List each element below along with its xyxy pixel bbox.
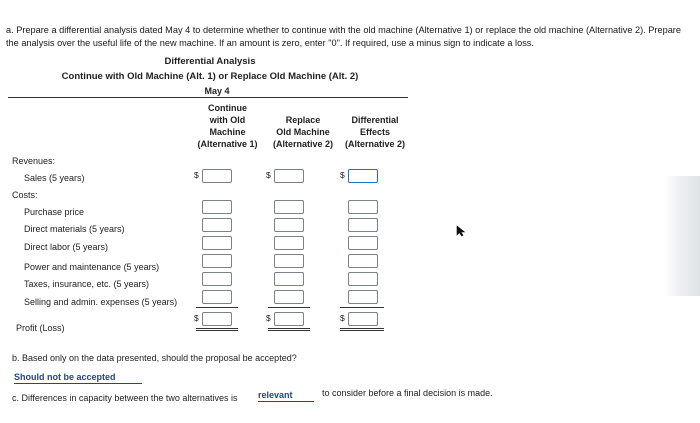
currency-sign-alt1-profit: $ — [194, 313, 199, 323]
analysis-title: Differential Analysis — [164, 56, 256, 67]
profit-label: Profit (Loss) — [16, 323, 65, 333]
selling-admin-alt1-input[interactable] — [202, 290, 232, 304]
part-b-question: b. Based only on the data presented, should the proposal be accepted? — [12, 353, 297, 363]
currency-sign-diff-profit: $ — [340, 313, 345, 323]
direct-labor-alt1-input[interactable] — [202, 236, 232, 250]
purchase-price-alt2-input[interactable] — [274, 200, 304, 214]
currency-sign-alt1-sales: $ — [194, 170, 199, 180]
cost-item-direct-labor: Direct labor (5 years) — [24, 242, 109, 252]
cost-item-selling-admin: Selling and admin. expenses (5 years) — [24, 297, 178, 307]
instructions-text: a. Prepare a differential analysis dated May 4 to determine whether to continue with the old machine (Alternative 1) or replace the old machine (Alternative 2). Prepare the analysis over the useful life of the new machine. If an amount is zero, enter "0". If required, use a minus sign to indicate a loss. — [6, 25, 681, 48]
column-header-diff: Differential Effects (Alternative 2) — [344, 115, 406, 149]
currency-sign-diff-sales: $ — [340, 170, 345, 180]
cost-item-purchase-price: Purchase price — [24, 207, 85, 217]
total-double-rule-diff — [340, 328, 384, 331]
column-header-alt2: Replace Old Machine (Alternative 2) — [272, 115, 334, 149]
power-maintenance-diff-input[interactable] — [348, 254, 378, 268]
header-rule — [8, 97, 408, 98]
mouse-cursor-icon — [456, 225, 466, 237]
direct-materials-diff-input[interactable] — [348, 218, 378, 232]
part-c-answer-dropdown[interactable]: relevant — [258, 390, 314, 402]
part-b-answer-dropdown[interactable]: Should not be accepted — [14, 372, 142, 384]
purchase-price-diff-input[interactable] — [348, 200, 378, 214]
revenues-label: Revenues: — [12, 156, 56, 166]
taxes-insurance-alt1-input[interactable] — [202, 272, 232, 286]
power-maintenance-alt1-input[interactable] — [202, 254, 232, 268]
direct-labor-alt2-input[interactable] — [274, 236, 304, 250]
direct-materials-alt1-input[interactable] — [202, 218, 232, 232]
subtotal-rule-alt2 — [268, 307, 310, 308]
purchase-price-alt1-input[interactable] — [202, 200, 232, 214]
subtotal-rule-diff — [340, 307, 384, 308]
analysis-subtitle: Continue with Old Machine (Alt. 1) or Replace Old Machine (Alt. 2) — [61, 71, 359, 82]
part-c-prefix: c. Differences in capacity between the two alternatives is — [12, 393, 238, 403]
part-c-suffix: to consider before a final decision is made. — [322, 388, 493, 398]
selling-admin-diff-input[interactable] — [348, 290, 378, 304]
profit-alt1-input[interactable] — [202, 312, 232, 326]
selling-admin-alt2-input[interactable] — [274, 290, 304, 304]
currency-sign-alt2-sales: $ — [266, 170, 271, 180]
sales-label: Sales (5 years) — [24, 173, 85, 183]
cost-item-power-maintenance: Power and maintenance (5 years) — [24, 262, 160, 272]
cost-item-direct-materials: Direct materials (5 years) — [24, 224, 125, 234]
costs-label: Costs: — [12, 190, 38, 200]
currency-sign-alt2-profit: $ — [266, 313, 271, 323]
profit-alt2-input[interactable] — [274, 312, 304, 326]
column-header-alt1: Continue with Old Machine (Alternative 1) — [197, 103, 258, 149]
sales-alt1-input[interactable] — [202, 169, 232, 183]
power-maintenance-alt2-input[interactable] — [274, 254, 304, 268]
analysis-date: May 4 — [204, 86, 230, 96]
subtotal-rule-alt1 — [196, 307, 238, 308]
taxes-insurance-diff-input[interactable] — [348, 272, 378, 286]
taxes-insurance-alt2-input[interactable] — [274, 272, 304, 286]
sales-diff-input[interactable] — [348, 169, 378, 183]
sales-alt2-input[interactable] — [274, 169, 304, 183]
profit-diff-input[interactable] — [348, 312, 378, 326]
total-double-rule-alt1 — [196, 328, 238, 331]
cost-item-taxes-insurance: Taxes, insurance, etc. (5 years) — [24, 279, 150, 289]
right-edge-shading — [664, 176, 700, 296]
direct-materials-alt2-input[interactable] — [274, 218, 304, 232]
direct-labor-diff-input[interactable] — [348, 236, 378, 250]
total-double-rule-alt2 — [268, 328, 310, 331]
